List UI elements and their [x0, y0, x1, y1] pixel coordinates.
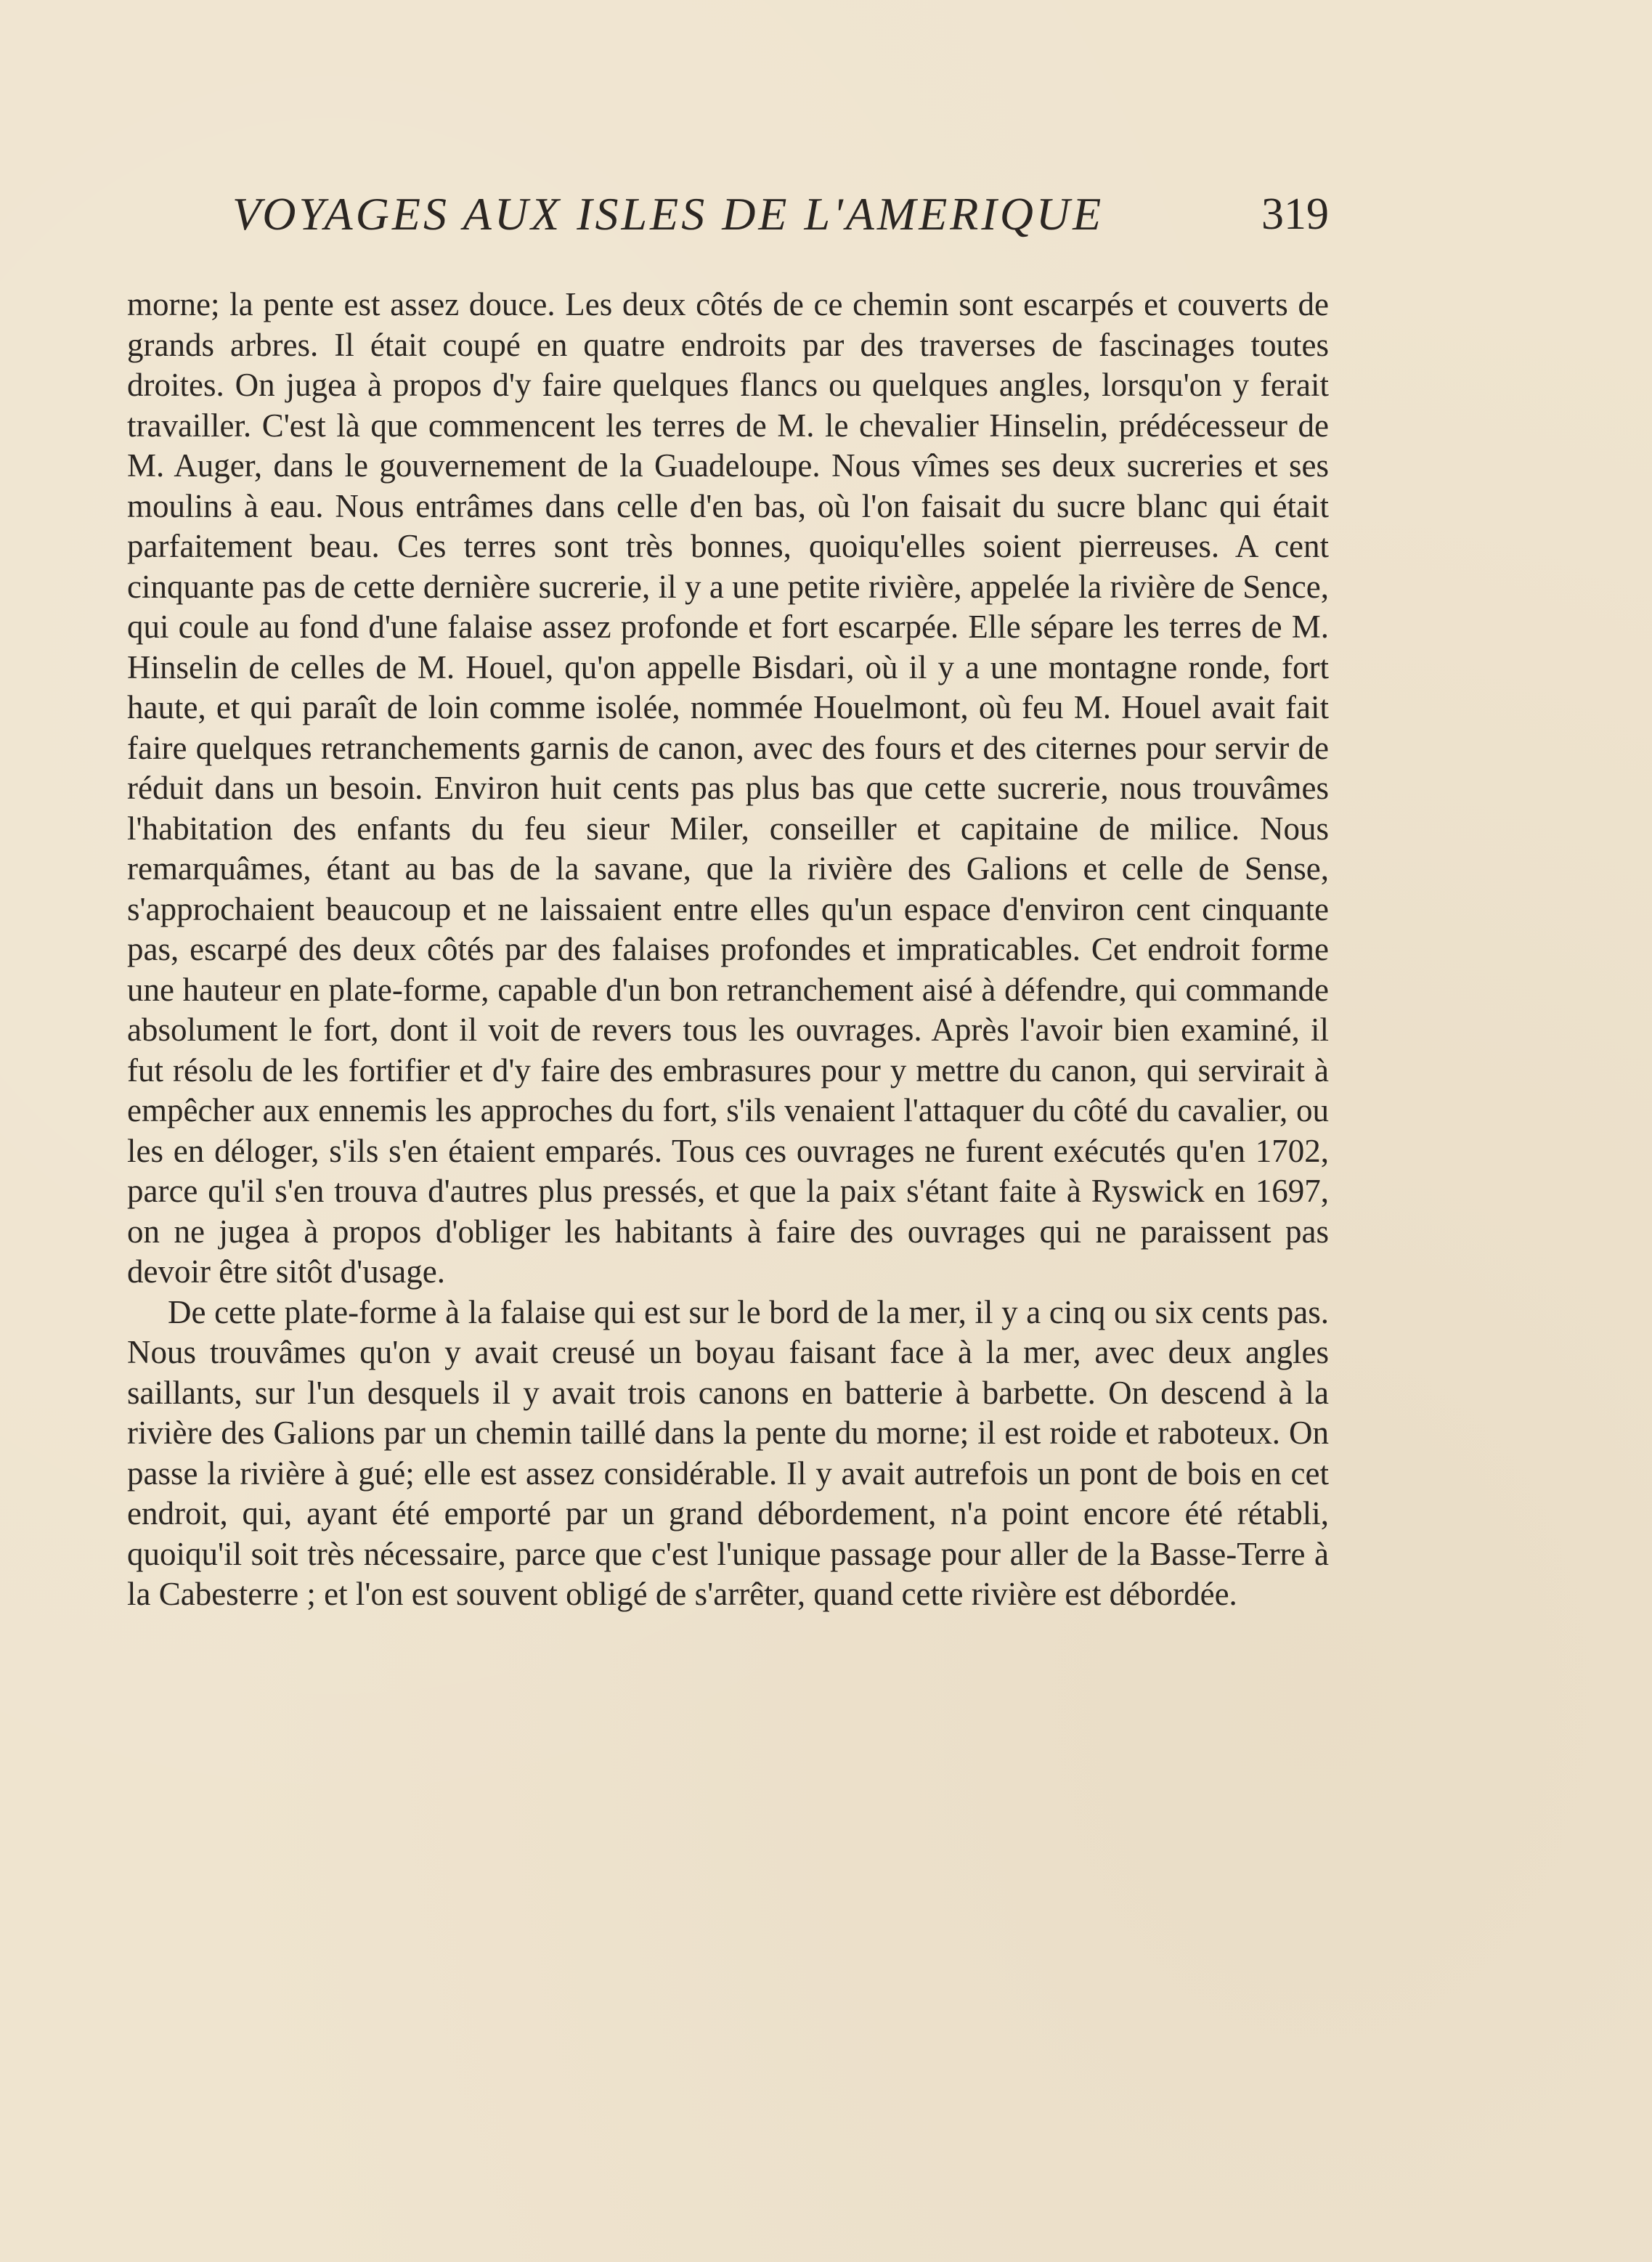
running-head — [232, 185, 1329, 243]
running-title: VOYAGES AUX ISLES DE L'AMERIQUE — [232, 188, 1104, 240]
paragraph-2: De cette plate-forme à la falaise qui est sur le bord de la mer, il y a cinq ou six cents pas. Nous trouvâmes qu'on y avait creusé un boyau faisant face à la mer, avec deux angles saillants, sur l'un desquels il y avait trois canons en batterie à barbette. On descend à la rivière des Galions par un chemin taillé dans la pente du morne; il est roide et raboteux. On passe la rivière à gué; elle est assez considérable. Il y avait autrefois un pont de bois en cet endroit, qui, ayant été emporté par un grand débordement, n'a point encore été rétabli, quoiqu'il soit très nécessaire, parce que c'est l'unique passage pour aller de la Basse-Terre à la Cabesterre ; et l'on est souvent obligé de s'arrêter, quand cette rivière est débordée. — [127, 1293, 1329, 1612]
body-text — [127, 285, 1329, 1615]
paragraph-1: morne; la pente est assez douce. Les deux côtés de ce chemin sont escarpés et couverts de grands arbres. Il était coupé en quatre endroits par des traverses de fascinages toutes droites. On jugea à propos d'y faire quelques flancs ou quelques angles, lorsqu'on y ferait travailler. C'est là que commencent les terres de M. le chevalier Hinselin, prédécesseur de M. Auger, dans le gouvernement de la Guadeloupe. Nous vîmes ses deux sucreries et ses moulins à eau. Nous entrâmes dans celle d'en bas, où l'on faisait du sucre blanc qui était parfaitement beau. Ces terres sont très bonnes, quoiqu'elles soient pierreuses. A cent cinquante pas de cette dernière sucrerie, il y a une petite rivière, appelée la rivière de Sence, qui coule au fond d'une falaise assez profonde et fort escarpée. Elle sépare les terres de M. Hinselin de celles de M. Houel, qu'on appelle Bisdari, où il y a une montagne ronde, fort haute, et qui paraît de loin comme isolée, nommée Houelmont, où feu M. Houel avait fait faire quelques retranchements garnis de canon, avec des fours et des citernes pour servir de réduit dans un besoin. Environ huit cents pas plus bas que cette sucrerie, nous trouvâmes l'habitation des enfants du feu sieur Miler, conseiller et capitaine de milice. Nous remarquâmes, étant au bas de la savane, que la rivière des Galions et celle de Sense, s'approchaient beaucoup et ne laissaient entre elles qu'un espace d'environ cent cinquante pas, escarpé des deux côtés par des falaises profondes et impraticables. Cet endroit forme une hauteur en plate-forme, capable d'un bon retranchement aisé à défendre, qui commande absolument le fort, dont il voit de revers tous les ouvrages. Après l'avoir bien examiné, il fut résolu de les fortifier et d'y faire des embrasures pour y mettre du canon, qui servirait à empêcher aux ennemis les approches du fort, s'ils venaient l'attaquer du côté du cavalier, ou les en déloger, s'ils s'en étaient emparés. Tous ces ouvrages ne furent exécutés qu'en 1702, parce qu'il s'en trouva d'autres plus pressés, et que la paix s'étant faite à Ryswick en 1697, on ne jugea à propos d'obliger les habitants à faire des ouvrages qui ne paraissent pas devoir être sitôt d'usage. — [127, 286, 1329, 1290]
page-number: 319 — [1261, 190, 1329, 239]
